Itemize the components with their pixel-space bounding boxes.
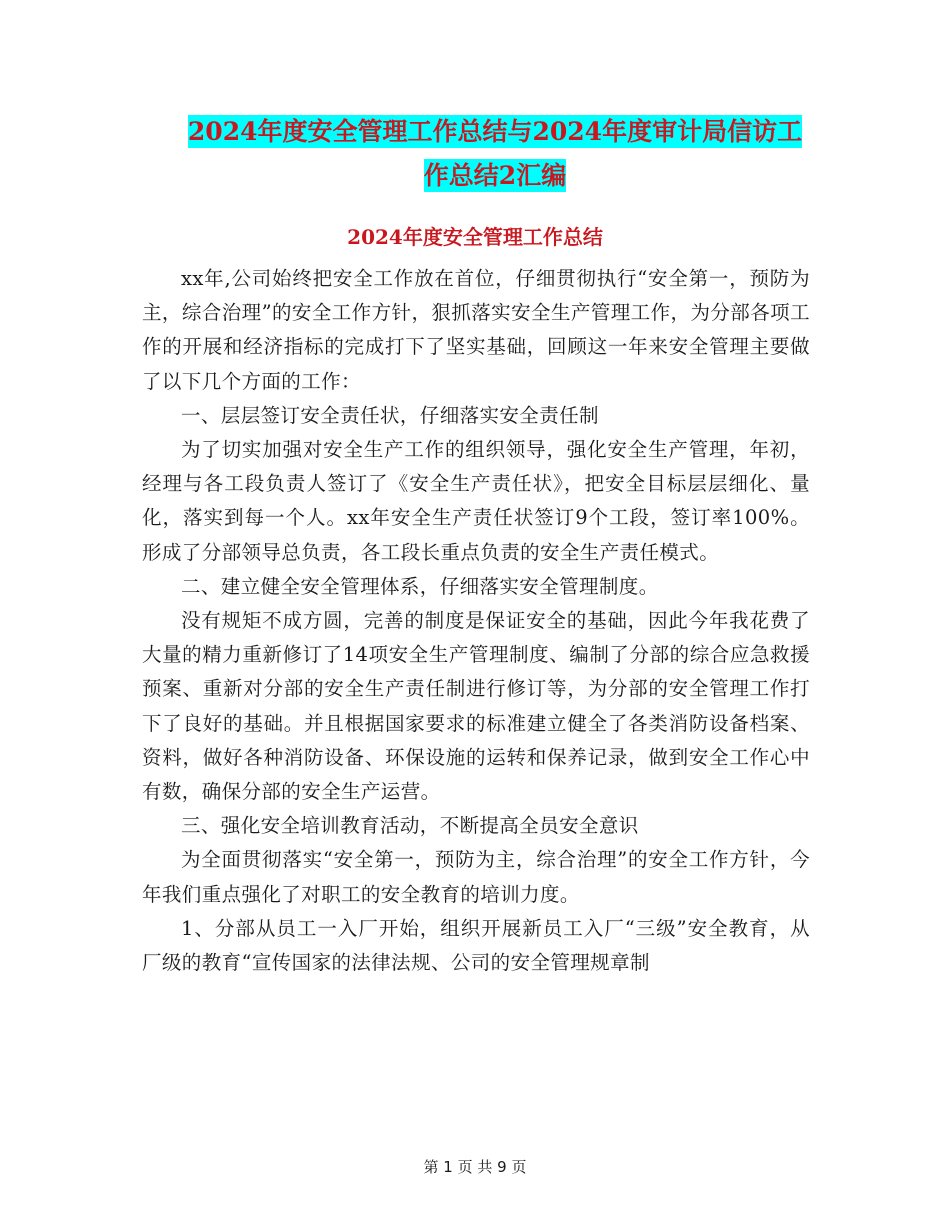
paragraph-item-1: 1、分部从员工一入厂开始，组织开展新员工入厂“三级”安全教育，从厂级的教育“宣传国家的法律法规、公司的安全管理规章制 <box>142 916 810 975</box>
heading-section-3: 三、强化安全培训教育活动，不断提高全员安全意识 <box>181 814 639 838</box>
paragraph-intro: xx年,公司始终把安全工作放在首位，仔细贯彻执行“安全第一，预防为主，综合治理”的安全工作方针，狠抓落实安全生产管理工作，为分部各项工作的开展和经济指标的完成打下了坚实基础，回顾这一年来安全管理主要做了以下几个方面的工作： <box>142 267 810 393</box>
paragraph-section-2: 没有规矩不成方圆，完善的制度是保证安全的基础，因此今年我花费了大量的精力重新修订了14项安全生产管理制度、编制了分部的综合应急救援预案、重新对分部的安全生产责任制进行修订等，为分部的安全管理工作打下了良好的基础。并且根据国家要求的标准建立健全了各类消防设备档案、资料，做好各种消防设备、环保设施的运转和保养记录，做到安全工作心中有数，确保分部的安全生产运营。 <box>142 609 810 804</box>
title-line-1: 2024年度安全管理工作总结与2024年度审计局信访工 <box>187 117 803 146</box>
title-line-2: 作总结2汇编 <box>423 161 567 190</box>
paragraph-section-1: 为了切实加强对安全生产工作的组织领导，强化安全生产管理，年初，经理与各工段负责人签订了《安全生产责任状》，把安全目标层层细化、量化，落实到每一个人。xx年安全生产责任状签订9个工段，签订率100%。形成了分部领导总负责，各工段长重点负责的安全生产责任模式。 <box>142 438 810 564</box>
paragraph-section-3: 为全面贯彻落实“安全第一，预防为主，综合治理”的安全工作方针，今年我们重点强化了对职工的安全教育的培训力度。 <box>142 848 810 906</box>
page-footer: 第 1 页 共 9 页 <box>423 1158 527 1176</box>
section-title: 2024年度安全管理工作总结 <box>347 225 603 249</box>
heading-section-1: 一、层层签订安全责任状，仔细落实安全责任制 <box>181 403 599 427</box>
document-title <box>140 110 850 198</box>
document-body <box>142 262 810 980</box>
heading-section-2: 二、建立健全安全管理体系，仔细落实安全管理制度。 <box>181 574 659 598</box>
